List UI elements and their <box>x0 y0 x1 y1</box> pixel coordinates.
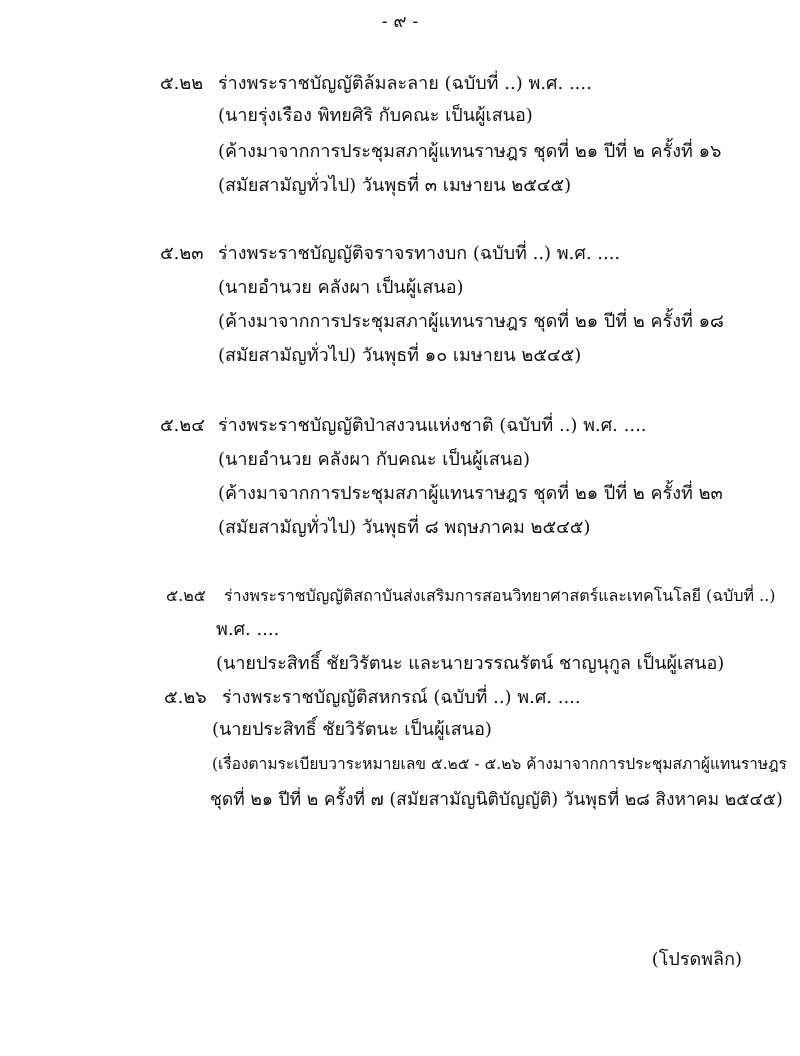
item-number: ๕.๒๔ <box>160 415 205 436</box>
item-number: ๕.๒๖ <box>164 687 207 708</box>
item-title: ร่างพระราชบัญญัติสถาบันส่งเสริมการสอนวิทยาศาสตร์และเทคโนโลยี (ฉบับที่ ..) <box>224 586 776 605</box>
item-title: ร่างพระราชบัญญัติล้มละลาย (ฉบับที่ ..) พ.ศ. .... <box>218 73 592 94</box>
item-line: (สมัยสามัญทั่วไป) วันพุธที่ ๓ เมษายน ๒๕๔๕) <box>218 175 572 196</box>
item-heading <box>164 686 581 710</box>
page-number: - ๙ - <box>381 11 419 32</box>
item-line: (นายอำนวย คลังผา กับคณะ เป็นผู้เสนอ) <box>218 449 530 470</box>
item-line: (ค้างมาจากการประชุมสภาผู้แทนราษฎร ชุดที่ ๒๑ ปีที่ ๒ ครั้งที่ ๑๘ <box>218 311 724 332</box>
item-line: (ค้างมาจากการประชุมสภาผู้แทนราษฎร ชุดที่ ๒๑ ปีที่ ๒ ครั้งที่ ๒๓ <box>218 483 723 504</box>
item-line: (นายประสิทธิ์ ชัยวิรัตนะ เป็นผู้เสนอ) <box>212 719 492 740</box>
item-line: (เรื่องตามระเบียบวาระหมายเลข ๕.๒๕ - ๕.๒๖ ค้างมาจากการประชุมสภาผู้แทนราษฎร <box>212 755 787 773</box>
item-title: ร่างพระราชบัญญัติสหกรณ์ (ฉบับที่ ..) พ.ศ. .... <box>222 687 581 708</box>
item-heading <box>166 584 776 608</box>
item-number: ๕.๒๒ <box>160 73 204 94</box>
item-heading <box>160 242 620 266</box>
item-line: (สมัยสามัญทั่วไป) วันพุธที่ ๑๐ เมษายน ๒๕๔๕) <box>218 345 582 366</box>
item-line: (นายรุ่งเรือง พิทยศิริ กับคณะ เป็นผู้เสนอ) <box>218 105 533 126</box>
item-line: (ค้างมาจากการประชุมสภาผู้แทนราษฎร ชุดที่ ๒๑ ปีที่ ๒ ครั้งที่ ๑๖ <box>218 141 722 162</box>
item-line: (นายประสิทธิ์ ชัยวิรัตนะ และนายวรรณรัตน์ ชาญนุกูล เป็นผู้เสนอ) <box>216 653 725 674</box>
item-heading <box>160 414 647 438</box>
item-line: ชุดที่ ๒๑ ปีที่ ๒ ครั้งที่ ๗ (สมัยสามัญนิติบัญญัติ) วันพุธที่ ๒๘ สิงหาคม ๒๕๔๕) <box>210 790 783 810</box>
footer-note: (โปรดพลิก) <box>651 949 742 970</box>
item-title: ร่างพระราชบัญญัติจราจรทางบก (ฉบับที่ ..) พ.ศ. .... <box>218 243 621 264</box>
item-heading <box>160 72 592 96</box>
item-title: ร่างพระราชบัญญัติป่าสงวนแห่งชาติ (ฉบับที่ ..) พ.ศ. .... <box>218 415 647 436</box>
item-line: (นายอำนวย คลังผา เป็นผู้เสนอ) <box>218 277 464 298</box>
item-line: (สมัยสามัญทั่วไป) วันพุธที่ ๘ พฤษภาคม ๒๕๔๕) <box>218 517 591 538</box>
item-number: ๕.๒๕ <box>166 586 206 605</box>
item-line: พ.ศ. .... <box>216 619 280 640</box>
item-number: ๕.๒๓ <box>160 243 204 264</box>
